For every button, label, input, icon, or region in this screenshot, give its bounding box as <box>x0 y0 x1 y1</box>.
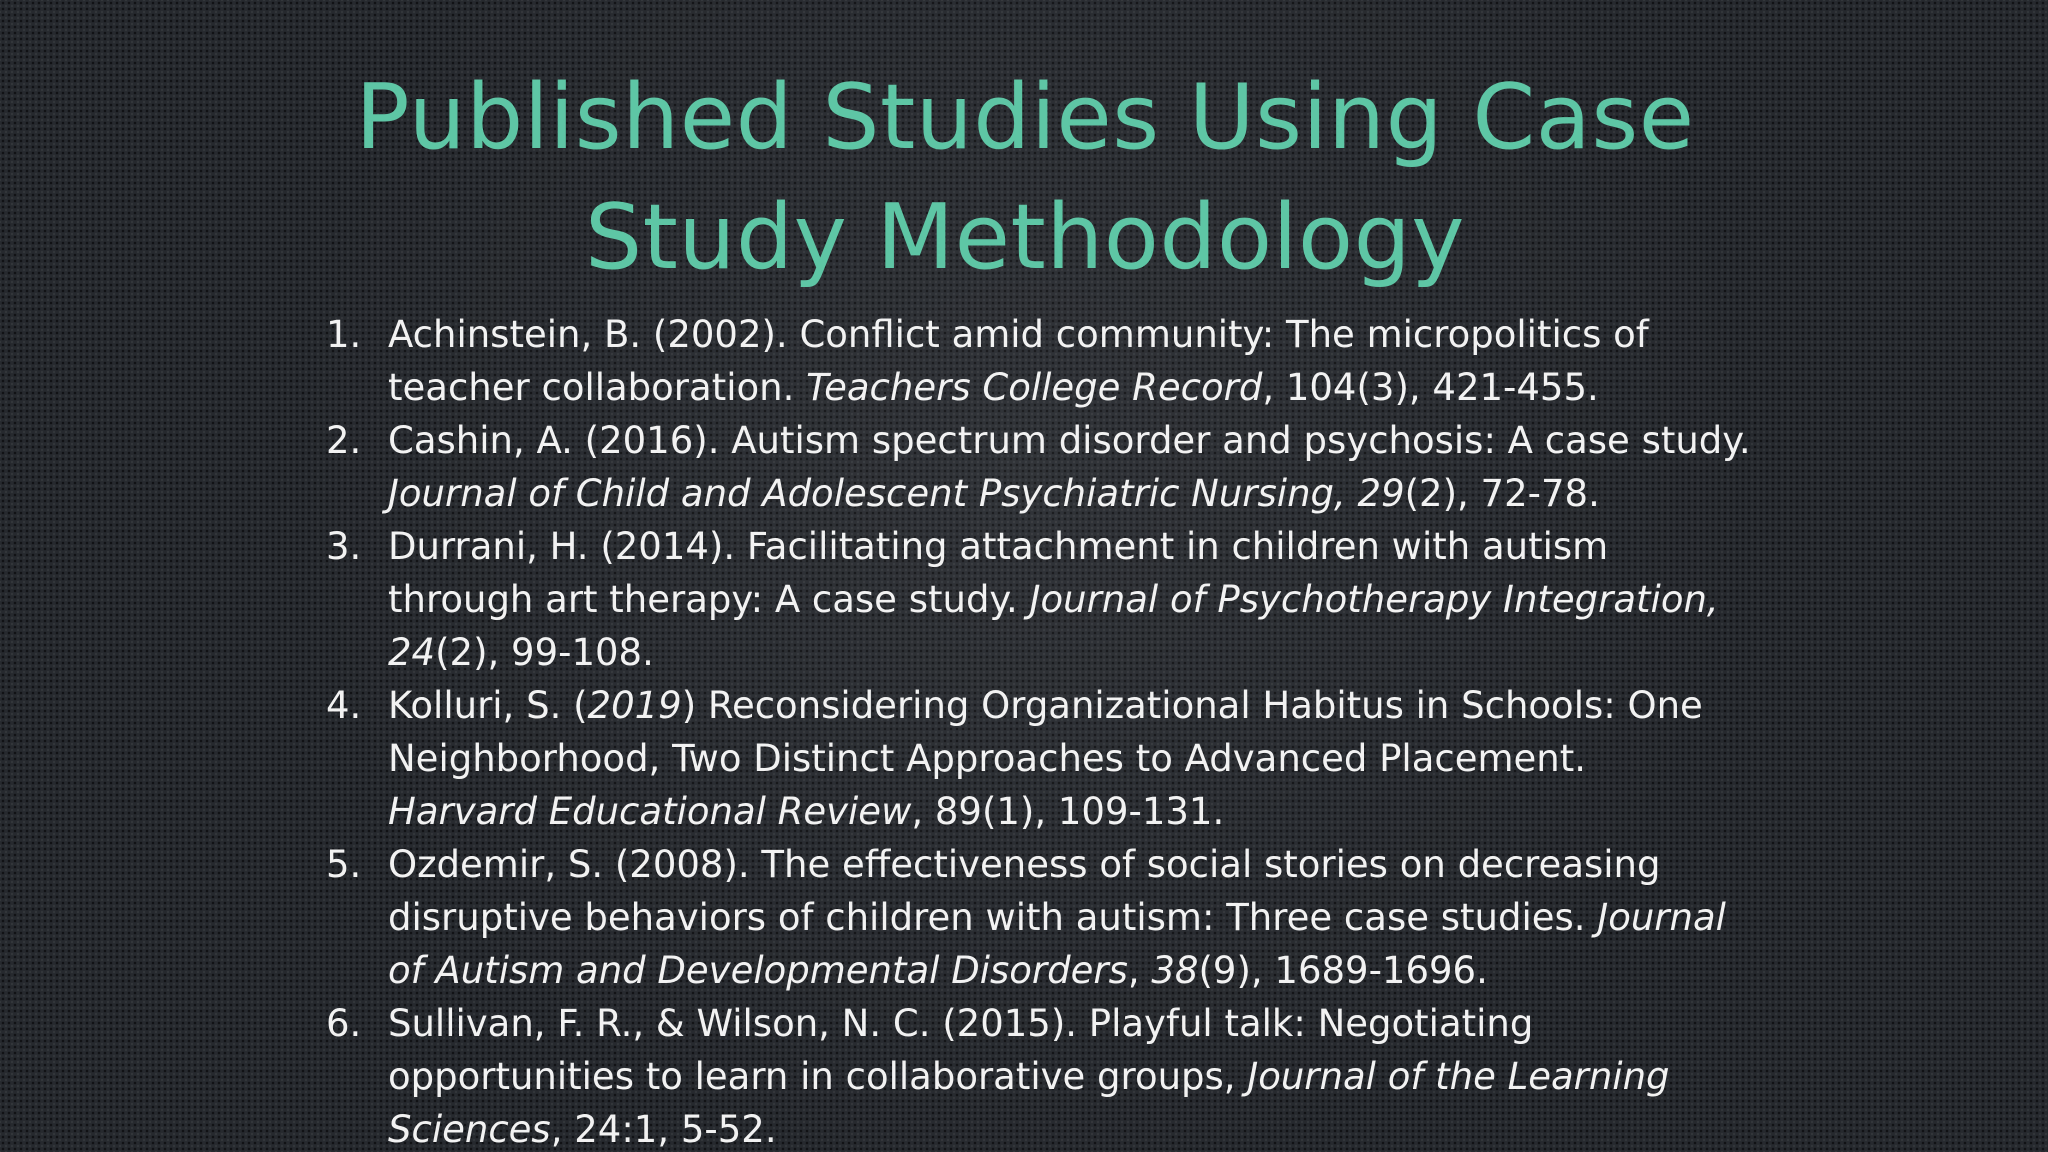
reference-italic-text: 24 <box>388 631 436 674</box>
reference-italic-text: Journal of Psychotherapy Integration, <box>1029 578 1719 621</box>
reference-line <box>388 308 1766 361</box>
reference-line <box>388 414 1766 467</box>
reference-line <box>388 679 1766 732</box>
reference-text: , 24:1, 5-52. <box>550 1108 777 1151</box>
reference-text: (2), 72-78. <box>1404 472 1600 515</box>
reference-line <box>388 573 1766 626</box>
reference-text: Sullivan, F. R., & Wilson, N. C. (2015). Playful talk: Negotiating <box>388 1002 1534 1045</box>
slide-title-line-1: Published Studies Using Case <box>355 65 1695 170</box>
reference-line <box>388 785 1766 838</box>
reference-item <box>326 838 1766 997</box>
reference-number: 1. <box>326 313 362 356</box>
reference-text: teacher collaboration. <box>388 366 807 409</box>
reference-italic-text: of Autism and Developmental Disorders <box>388 949 1128 992</box>
reference-line <box>388 361 1766 414</box>
reference-item <box>326 520 1766 679</box>
reference-italic-text: Journal of the Learning <box>1247 1055 1670 1098</box>
reference-line <box>388 732 1766 785</box>
reference-italic-text: Harvard Educational Review <box>388 790 912 833</box>
reference-item <box>326 679 1766 838</box>
reference-line <box>388 467 1766 520</box>
reference-item <box>326 997 1766 1152</box>
reference-number: 6. <box>326 1002 362 1045</box>
reference-italic-text: Sciences <box>388 1108 551 1151</box>
reference-line <box>388 997 1766 1050</box>
reference-italic-text: Journal of Child and Adolescent Psychiatric Nursing, 29 <box>388 472 1405 515</box>
reference-text: , 89(1), 109-131. <box>911 790 1225 833</box>
reference-text: ) Reconsidering Organizational Habitus in Schools: One <box>681 684 1703 727</box>
reference-text: Ozdemir, S. (2008). The effectiveness of social stories on decreasing <box>388 843 1661 886</box>
reference-text: (9), 1689-1696. <box>1198 949 1488 992</box>
reference-text: , <box>1127 949 1152 992</box>
slide-title-line-2: Study Methodology <box>584 185 1466 290</box>
reference-text: disruptive behaviors of children with autism: Three case studies. <box>388 896 1598 939</box>
reference-line <box>388 891 1766 944</box>
reference-line <box>388 520 1766 573</box>
reference-list <box>326 308 1766 1152</box>
reference-number: 3. <box>326 525 362 568</box>
reference-text: , 104(3), 421-455. <box>1262 366 1599 409</box>
reference-text: Neighborhood, Two Distinct Approaches to Advanced Placement. <box>388 737 1587 780</box>
reference-italic-text: Journal <box>1597 896 1726 939</box>
reference-text: Achinstein, B. (2002). Conflict amid community: The micropolitics of <box>388 313 1649 356</box>
reference-line <box>388 1050 1766 1103</box>
reference-item <box>326 308 1766 414</box>
reference-text: Cashin, A. (2016). Autism spectrum disorder and psychosis: A case study. <box>388 419 1751 462</box>
reference-text: Kolluri, S. ( <box>388 684 588 727</box>
slide-title <box>250 58 1800 298</box>
reference-line <box>388 626 1766 679</box>
reference-text: through art therapy: A case study. <box>388 578 1030 621</box>
reference-line <box>388 944 1766 997</box>
reference-item <box>326 414 1766 520</box>
reference-number: 2. <box>326 419 362 462</box>
reference-number: 4. <box>326 684 362 727</box>
reference-text: (2), 99-108. <box>435 631 654 674</box>
reference-text: Durrani, H. (2014). Facilitating attachment in children with autism <box>388 525 1609 568</box>
reference-italic-text: Teachers College Record <box>806 366 1263 409</box>
reference-line <box>388 838 1766 891</box>
reference-text: opportunities to learn in collaborative groups, <box>388 1055 1248 1098</box>
reference-number: 5. <box>326 843 362 886</box>
reference-line <box>388 1103 1766 1152</box>
reference-italic-text: 38 <box>1151 949 1199 992</box>
reference-italic-text: 2019 <box>587 684 682 727</box>
